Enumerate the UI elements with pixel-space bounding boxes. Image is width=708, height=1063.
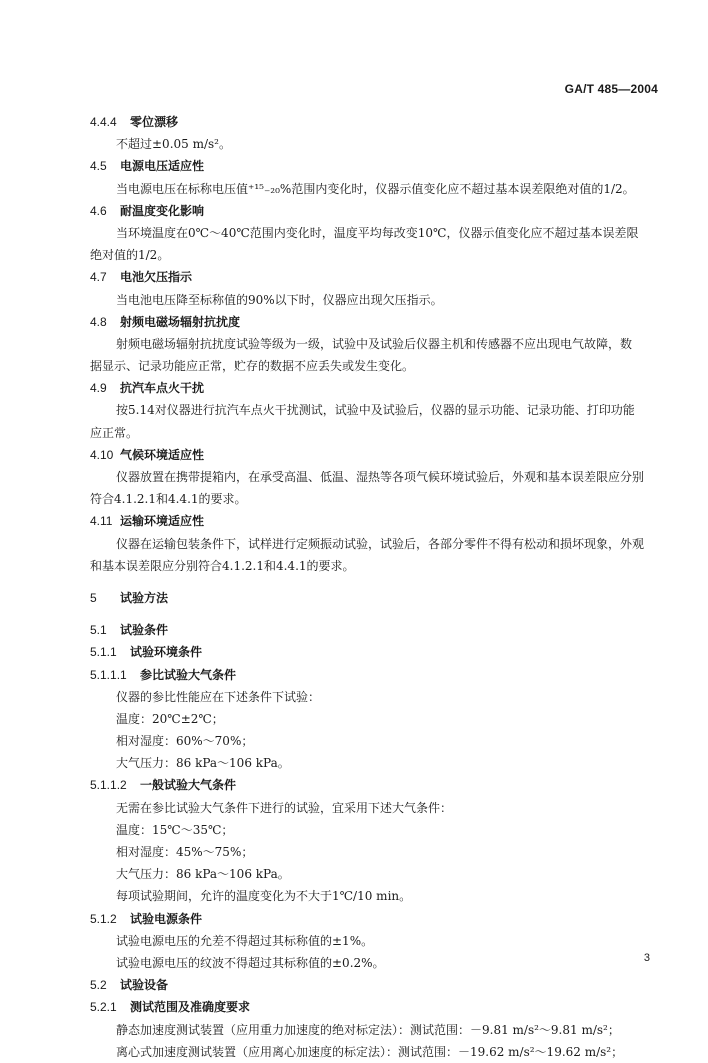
paragraph-line: 仪器在运输包装条件下，试样进行定频振动试验，试验后，各部分零件不得有松动和损坏现象，外观 <box>116 536 645 551</box>
paragraph-line: 仪器的参比性能应在下述条件下试验： <box>116 689 321 704</box>
section-number: 5.2 <box>90 978 107 993</box>
paragraph-line: 静态加速度测试装置（应用重力加速度的绝对标定法）：测试范围：－9.81 m/s²～9.81 m/s²； <box>116 1022 620 1037</box>
section-title: 气候环境适应性 <box>120 447 205 462</box>
section-heading <box>90 200 662 222</box>
section-title: 射频电磁场辐射抗扰度 <box>120 314 241 329</box>
section-heading <box>90 619 662 641</box>
section-title: 测试范围及准确度要求 <box>130 1000 251 1015</box>
paragraph-line: 离心式加速度测试装置（应用离心加速度的标定法）：测试范围：－19.62 m/s²～19.62 m/s²； <box>116 1044 624 1059</box>
section-heading <box>90 266 662 288</box>
section-title: 试验设备 <box>120 978 169 993</box>
section-title: 参比试验大气条件 <box>140 667 237 682</box>
section-number: 4.6 <box>90 203 107 218</box>
section-heading <box>90 774 662 796</box>
section-number: 5.1.1 <box>90 645 117 660</box>
paragraph-line: 试验电源电压的纹波不得超过其标称值的±0.2%。 <box>116 955 385 970</box>
page-number: 3 <box>643 952 650 964</box>
section-title: 电源电压适应性 <box>120 159 205 174</box>
section-title: 一般试验大气条件 <box>140 778 237 793</box>
paragraph-continuation: 符合4.1.2.1和4.4.1的要求。 <box>90 492 247 507</box>
paragraph-line: 不超过±0.05 m/s²。 <box>116 137 231 152</box>
section-number: 4.10 <box>90 447 114 462</box>
paragraph-line: 试验电源电压的允差不得超过其标称值的±1%。 <box>116 933 374 948</box>
paragraph-continuation: 据显示、记录功能应正常，贮存的数据不应丢失或发生变化。 <box>90 359 415 374</box>
section-heading <box>90 641 662 663</box>
document-body <box>90 111 662 1063</box>
section-number: 5.1 <box>90 623 107 638</box>
section-heading <box>90 664 662 686</box>
section-title: 试验电源条件 <box>130 911 203 926</box>
paragraph-continuation: 和基本误差限应分别符合4.1.2.1和4.4.1的要求。 <box>90 558 355 573</box>
section-number: 4.4.4 <box>90 115 117 129</box>
section-title: 试验方法 <box>120 590 169 605</box>
section-number: 5 <box>90 590 97 605</box>
section-heading <box>90 996 662 1018</box>
section-gap <box>90 577 662 587</box>
paragraph-line: 按5.14对仪器进行抗汽车点火干扰测试，试验中及试验后，仪器的显示功能、记录功能、打印功能 <box>116 403 635 418</box>
paragraph-line: 大气压力：86 kPa～106 kPa。 <box>116 867 290 882</box>
paragraph-line: 相对湿度：60%～70%； <box>116 734 254 749</box>
section-gap <box>90 609 662 619</box>
paragraph-line: 相对湿度：45%～75%； <box>116 845 254 859</box>
section-number: 4.9 <box>90 381 107 396</box>
section-title: 试验环境条件 <box>130 645 203 660</box>
section-title: 电池欠压指示 <box>120 270 193 285</box>
paragraph-continuation: 绝对值的1/2。 <box>90 248 170 263</box>
section-heading <box>90 311 662 333</box>
paragraph-line: 仪器放置在携带提箱内，在承受高温、低温、湿热等各项气候环境试验后，外观和基本误差限应分别 <box>116 470 645 484</box>
section-number: 5.1.1.2 <box>90 778 127 793</box>
section-title: 试验条件 <box>120 623 169 638</box>
section-heading <box>90 587 662 609</box>
section-heading <box>90 510 662 532</box>
paragraph-line: 当环境温度在0℃～40℃范围内变化时，温度平均每改变10℃，仪器示值变化应不超过基本误差限 <box>116 225 639 240</box>
section-heading <box>90 155 662 177</box>
section-heading <box>90 377 662 399</box>
section-heading <box>90 111 662 133</box>
paragraph-line: 温度：15℃～35℃； <box>116 822 234 837</box>
paragraph-line: 当电池电压降至标称值的90%以下时，仪器应出现欠压指示。 <box>116 292 443 307</box>
section-number: 5.2.1 <box>90 1000 117 1015</box>
section-number: 5.1.2 <box>90 911 117 926</box>
paragraph-line: 无需在参比试验大气条件下进行的试验，宜采用下述大气条件： <box>116 800 453 815</box>
section-heading <box>90 974 662 996</box>
section-number: 4.11 <box>90 514 113 529</box>
section-number: 5.1.1.1 <box>90 667 127 682</box>
section-title: 抗汽车点火干扰 <box>120 381 205 396</box>
paragraph-line: 温度：20℃±2℃； <box>116 711 224 726</box>
paragraph-line: 大气压力：86 kPa～106 kPa。 <box>116 756 290 771</box>
section-heading <box>90 908 662 930</box>
paragraph-line: 当电源电压在标称电压值⁺¹⁵₋₂₀%范围内变化时，仪器示值变化应不超过基本误差限绝对值的1/2。 <box>116 181 635 196</box>
paragraph-continuation: 应正常。 <box>90 425 139 440</box>
paragraph-line: 每项试验期间，允许的温度变化为不大于1℃/10 min。 <box>116 889 412 904</box>
section-title: 运输环境适应性 <box>120 514 205 529</box>
standard-number: GA/T 485—2004 <box>564 82 658 96</box>
section-number: 4.5 <box>90 159 107 174</box>
section-heading <box>90 444 662 466</box>
section-number: 4.8 <box>90 314 107 329</box>
paragraph-line: 射频电磁场辐射抗扰度试验等级为一级，试验中及试验后仪器主机和传感器不应出现电气故障，数 <box>116 336 633 351</box>
section-title: 耐温度变化影响 <box>120 203 205 218</box>
section-number: 4.7 <box>90 270 107 285</box>
section-title: 零位漂移 <box>130 115 179 129</box>
